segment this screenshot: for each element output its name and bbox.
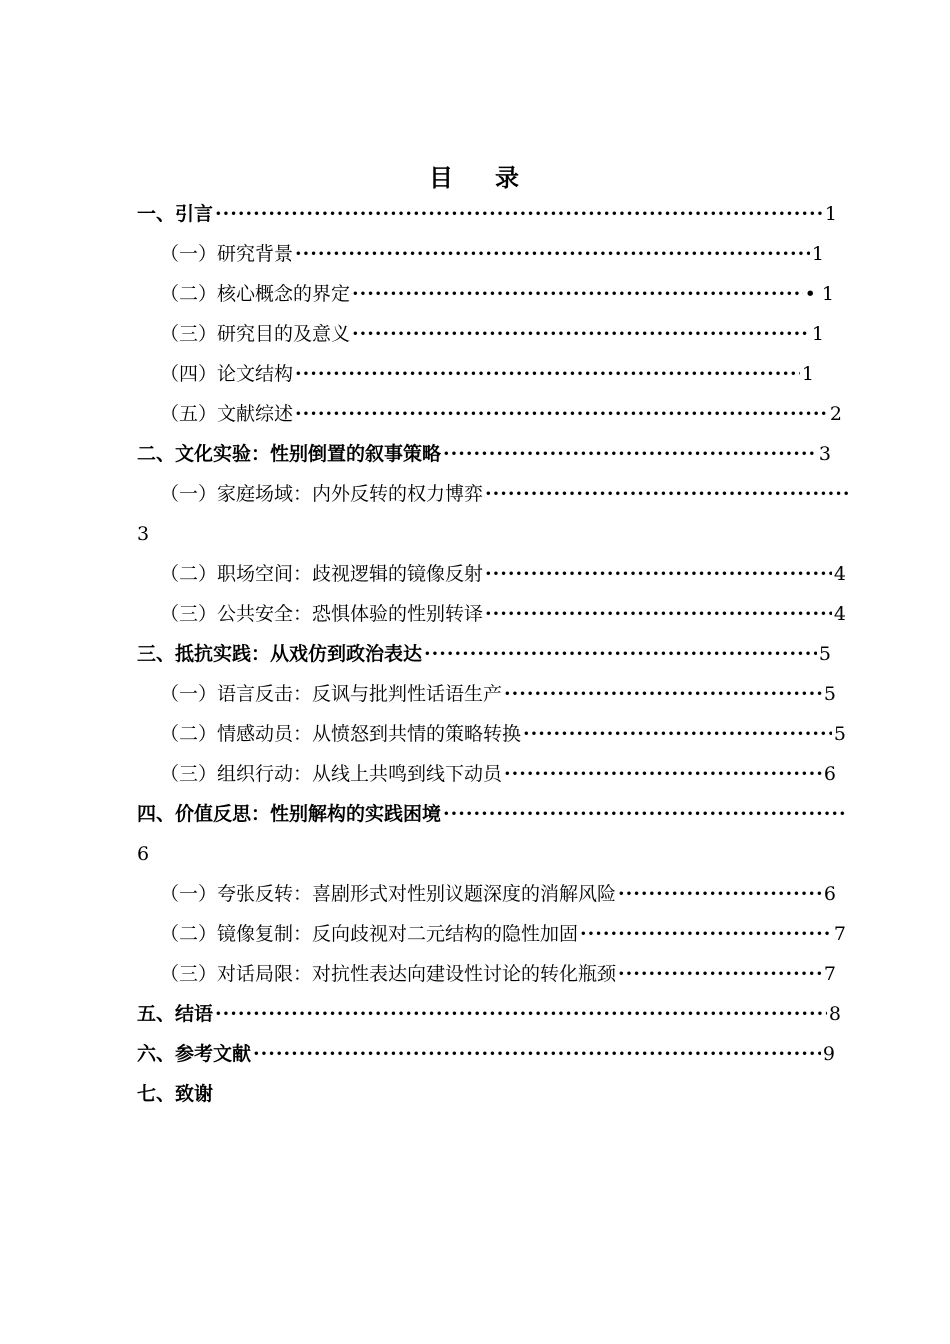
toc-entry-label: （一）语言反击：反讽与批判性话语生产	[160, 683, 503, 705]
toc-entry-chapter-2[interactable]	[137, 434, 831, 474]
leader-dots	[295, 354, 800, 394]
leader-dots	[253, 1034, 821, 1074]
toc-entry-1-1[interactable]	[160, 234, 824, 274]
toc-entry-1-3[interactable]	[160, 314, 824, 354]
leader-dots	[580, 914, 832, 954]
toc-entry-label: （一）研究背景	[160, 243, 294, 265]
leader-dots	[352, 314, 810, 354]
toc-entry-label: （二）镜像复制：反向歧视对二元结构的隐性加固	[160, 923, 579, 945]
leader-dots	[485, 474, 848, 514]
toc-entry-label: 五、结语	[137, 1003, 214, 1025]
toc-entry-conclusion[interactable]	[137, 994, 841, 1034]
toc-entry-page: 9	[822, 1043, 835, 1065]
toc-entry-chapter-4[interactable]	[137, 794, 850, 834]
toc-entry-label: 三、抵抗实践：从戏仿到政治表达	[137, 643, 423, 665]
toc-entry-label: （五）文献综述	[160, 403, 294, 425]
toc-entry-label: （三）对话局限：对抗性表达向建设性讨论的转化瓶颈	[160, 963, 617, 985]
toc-entry-page: 6	[823, 763, 836, 785]
toc-entry-label: （二）职场空间：歧视逻辑的镜像反射	[160, 563, 484, 585]
toc-entry-page: 1	[811, 323, 824, 345]
toc-entry-page-wrapped: 6	[137, 843, 150, 865]
leader-dots	[485, 594, 832, 634]
leader-dots	[352, 274, 803, 314]
leader-dots	[504, 754, 822, 794]
toc-entry-1-5[interactable]	[160, 394, 842, 434]
leader-dots	[523, 714, 832, 754]
toc-entry-page: 4	[833, 603, 846, 625]
leader-dots	[618, 954, 822, 994]
toc-entry-page: • 1	[804, 283, 834, 305]
title-char-2: 录	[495, 164, 521, 192]
leader-dots	[618, 874, 822, 914]
toc-entry-page: 7	[823, 963, 836, 985]
toc-entry-page: 1	[824, 203, 837, 225]
toc-entry-label: （四）论文结构	[160, 363, 294, 385]
toc-entry-page: 2	[829, 403, 842, 425]
toc-entry-label: （三）公共安全：恐惧体验的性别转译	[160, 603, 484, 625]
toc-entry-label: 一、引言	[137, 203, 214, 225]
leader-dots	[215, 994, 827, 1034]
toc-entry-label: 四、价值反思：性别解构的实践困境	[137, 803, 442, 825]
toc-entry-label: （三）研究目的及意义	[160, 323, 351, 345]
toc-entry-label: 六、参考文献	[137, 1043, 252, 1065]
toc-entry-4-1[interactable]	[160, 874, 836, 914]
leader-dots	[504, 674, 822, 714]
leader-dots	[443, 794, 848, 834]
toc-entry-chapter-3[interactable]	[137, 634, 831, 674]
toc-entry-1-4[interactable]	[160, 354, 814, 394]
toc-entry-label: （二）核心概念的界定	[160, 283, 351, 305]
toc-entry-page-wrapped: 3	[137, 523, 150, 545]
toc-entry-page: 6	[823, 883, 836, 905]
leader-dots	[443, 434, 817, 474]
toc-entry-label: （一）夸张反转：喜剧形式对性别议题深度的消解风险	[160, 883, 617, 905]
toc-entry-label: 七、致谢	[137, 1083, 214, 1105]
leader-dots	[424, 634, 817, 674]
page-title	[0, 158, 950, 193]
toc-entry-page: 7	[833, 923, 846, 945]
toc-entry-acknowledgements[interactable]	[137, 1074, 337, 1114]
leader-dots	[295, 394, 828, 434]
toc-entry-3-1[interactable]	[160, 674, 836, 714]
toc-entry-references[interactable]	[137, 1034, 835, 1074]
toc-entry-page: 5	[823, 683, 836, 705]
toc-entry-2-1[interactable]	[160, 474, 850, 514]
toc-entry-label: 二、文化实验：性别倒置的叙事策略	[137, 443, 442, 465]
toc-entry-page: 3	[818, 443, 831, 465]
toc-entry-label: （三）组织行动：从线上共鸣到线下动员	[160, 763, 503, 785]
toc-entry-page: 1	[801, 363, 814, 385]
toc-entry-1-2[interactable]	[160, 274, 834, 314]
toc-entry-page: 8	[828, 1003, 841, 1025]
toc-entry-3-2[interactable]	[160, 714, 846, 754]
toc-entry-2-2[interactable]	[160, 554, 846, 594]
toc-entry-label: （一）家庭场域：内外反转的权力博弈	[160, 483, 484, 505]
toc-entry-page: 5	[818, 643, 831, 665]
toc-entry-4-2[interactable]	[160, 914, 846, 954]
toc-entry-page: 4	[833, 563, 846, 585]
title-char-1: 目	[429, 164, 455, 192]
leader-dots	[485, 554, 832, 594]
toc-entry-4-3[interactable]	[160, 954, 836, 994]
toc-entry-2-3[interactable]	[160, 594, 846, 634]
toc-entry-page: 1	[811, 243, 824, 265]
leader-dots	[215, 194, 823, 234]
toc-entry-intro[interactable]	[137, 194, 837, 234]
toc-entry-3-3[interactable]	[160, 754, 836, 794]
toc-entry-page: 5	[833, 723, 846, 745]
leader-dots	[295, 234, 810, 274]
toc-entry-label: （二）情感动员：从愤怒到共情的策略转换	[160, 723, 522, 745]
